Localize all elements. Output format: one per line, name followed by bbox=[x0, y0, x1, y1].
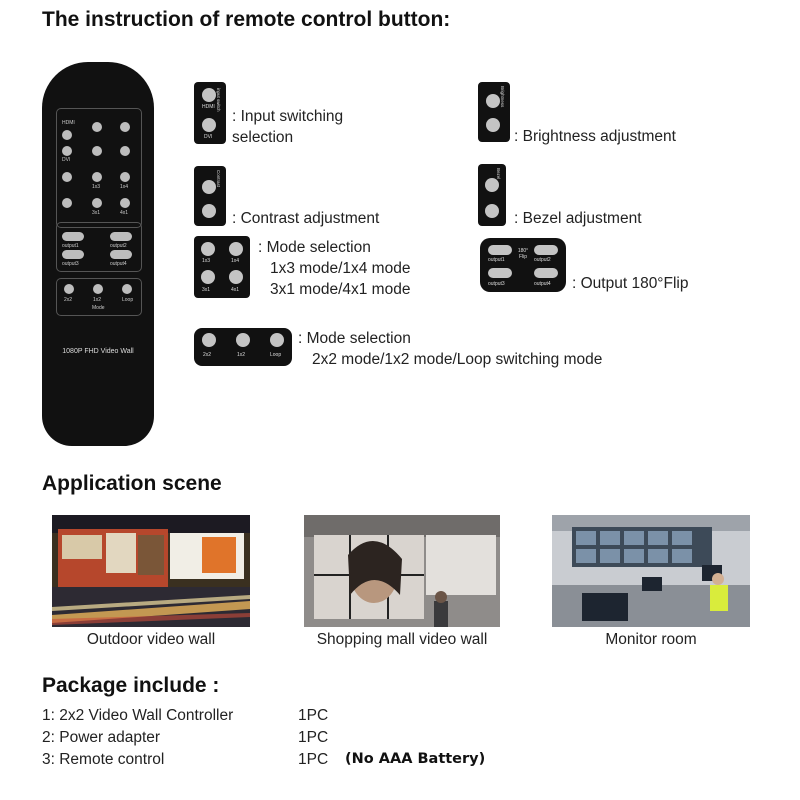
remote-output3-button bbox=[62, 250, 84, 259]
remote-loop-label: Loop bbox=[122, 297, 134, 303]
package-qty-2: 1PC bbox=[298, 729, 329, 746]
mode-2x2-label: 2x2 bbox=[203, 352, 212, 358]
mode-1x3-icon bbox=[201, 242, 215, 256]
bezel-desc: : Bezel adjustment bbox=[514, 210, 642, 227]
remote-4x1-label: 4x1 bbox=[120, 210, 129, 216]
brightness-tab: Brightness bbox=[500, 86, 505, 108]
outdoor-video-wall-photo bbox=[52, 515, 250, 627]
contrast-up-icon bbox=[202, 180, 216, 194]
remote-2x2-label: 2x2 bbox=[64, 297, 73, 303]
shopping-mall-video-wall-photo bbox=[304, 515, 500, 627]
remote-4x1-button bbox=[120, 198, 130, 208]
dvi-label: DVI bbox=[204, 134, 213, 140]
remote-hdmi-button bbox=[62, 130, 72, 140]
output3-label: output3 bbox=[488, 281, 505, 287]
package-heading: Package include : bbox=[42, 674, 220, 697]
hdmi-button-icon bbox=[202, 88, 216, 102]
remote-brand-label: 1080P FHD Video Wall bbox=[62, 348, 134, 355]
input-switch-desc-1: : Input switching bbox=[232, 108, 344, 125]
output2-label: output2 bbox=[534, 257, 551, 263]
mode-desc-3: 3x1 mode/4x1 mode bbox=[270, 281, 411, 298]
output1-label: output1 bbox=[488, 257, 505, 263]
mode-selection-icon bbox=[194, 236, 250, 298]
remote-dvi-label: DVI bbox=[62, 157, 71, 163]
mode-loop-label: Loop bbox=[270, 352, 282, 358]
mode-desc-2: 1x3 mode/1x4 mode bbox=[270, 260, 411, 277]
package-item-3: 3: Remote control bbox=[42, 751, 165, 768]
mode-4x1-label: 4x1 bbox=[231, 287, 240, 293]
mode2-desc-2: 2x2 mode/1x2 mode/Loop switching mode bbox=[312, 351, 603, 368]
package-note-battery: (No AAA Battery) bbox=[345, 751, 486, 767]
dvi-button-icon bbox=[202, 118, 216, 132]
remote-bezel-up bbox=[62, 172, 72, 182]
remote-bezel-down bbox=[62, 198, 72, 208]
mode-3x1-icon bbox=[201, 270, 215, 284]
remote-1x2-label: 1x2 bbox=[93, 297, 102, 303]
remote-1x3-label: 1x3 bbox=[92, 184, 101, 190]
remote-control-image bbox=[42, 62, 154, 446]
remote-1x4-label: 1x4 bbox=[120, 184, 129, 190]
brightness-desc: : Brightness adjustment bbox=[514, 128, 676, 145]
monitor-room-photo bbox=[552, 515, 750, 627]
package-qty-3: 1PC bbox=[298, 751, 329, 768]
remote-output1-label: output1 bbox=[62, 243, 79, 249]
contrast-icon bbox=[194, 166, 226, 226]
page-title: The instruction of remote control button: bbox=[42, 8, 451, 31]
remote-output4-button bbox=[110, 250, 132, 259]
contrast-down-icon bbox=[202, 204, 216, 218]
hdmi-label: HDMI bbox=[202, 104, 215, 110]
package-item-2: 2: Power adapter bbox=[42, 729, 161, 746]
output2-pill-icon bbox=[534, 245, 558, 255]
remote-output3-label: output3 bbox=[62, 261, 79, 267]
contrast-tab: Contrast bbox=[216, 170, 221, 188]
mode-2x2-loop-icon bbox=[194, 328, 292, 366]
brightness-up-icon bbox=[486, 94, 500, 108]
brightness-icon bbox=[478, 82, 510, 142]
remote-2x2-button bbox=[64, 284, 74, 294]
bezel-tab: Bezel bbox=[496, 168, 501, 180]
remote-brightness-down bbox=[92, 146, 102, 156]
remote-3x1-button bbox=[92, 198, 102, 208]
output1-pill-icon bbox=[488, 245, 512, 255]
brightness-down-icon bbox=[486, 118, 500, 132]
mode-3x1-label: 3x1 bbox=[202, 287, 211, 293]
output4-label: output4 bbox=[534, 281, 551, 287]
mode-1x2-label: 1x2 bbox=[237, 352, 246, 358]
output4-pill-icon bbox=[534, 268, 558, 278]
shopping-mall-caption: Shopping mall video wall bbox=[316, 631, 488, 648]
remote-output2-button bbox=[110, 232, 132, 241]
output3-pill-icon bbox=[488, 268, 512, 278]
mode2-desc-1: : Mode selection bbox=[298, 330, 411, 347]
mode-1x3-label: 1x3 bbox=[202, 258, 211, 264]
outdoor-caption: Outdoor video wall bbox=[86, 631, 216, 648]
remote-brightness-up bbox=[92, 122, 102, 132]
remote-loop-button bbox=[122, 284, 132, 294]
mode-4x1-icon bbox=[229, 270, 243, 284]
remote-contrast-up bbox=[120, 122, 130, 132]
remote-input-label: HDMI bbox=[62, 120, 75, 126]
input-switch-icon bbox=[194, 82, 226, 144]
application-heading: Application scene bbox=[42, 472, 222, 495]
bezel-down-icon bbox=[485, 204, 499, 218]
mode-2x2-icon bbox=[202, 333, 216, 347]
flip-desc: : Output 180°Flip bbox=[572, 275, 689, 292]
bezel-up-icon bbox=[485, 178, 499, 192]
mode-loop-icon bbox=[270, 333, 284, 347]
remote-output4-label: output4 bbox=[110, 261, 127, 267]
remote-3x1-label: 3x1 bbox=[92, 210, 101, 216]
output-flip-icon bbox=[480, 238, 566, 292]
mode-1x4-icon bbox=[229, 242, 243, 256]
flip-center-label: 180° Flip bbox=[517, 248, 529, 260]
mode-1x4-label: 1x4 bbox=[231, 258, 240, 264]
remote-dvi-button bbox=[62, 146, 72, 156]
mode-1x2-icon bbox=[236, 333, 250, 347]
mode-desc-1: : Mode selection bbox=[258, 239, 371, 256]
remote-contrast-down bbox=[120, 146, 130, 156]
input-switch-tab: input switch bbox=[216, 88, 221, 112]
bezel-icon bbox=[478, 164, 506, 226]
remote-1x4-button bbox=[120, 172, 130, 182]
remote-1x3-button bbox=[92, 172, 102, 182]
remote-output2-label: output2 bbox=[110, 243, 127, 249]
contrast-desc: : Contrast adjustment bbox=[232, 210, 380, 227]
remote-1x2-button bbox=[93, 284, 103, 294]
monitor-room-caption: Monitor room bbox=[605, 631, 697, 648]
package-qty-1: 1PC bbox=[298, 707, 329, 724]
remote-mode-label: Mode bbox=[92, 305, 105, 311]
input-switch-desc-2: selection bbox=[232, 129, 294, 146]
package-item-1: 1: 2x2 Video Wall Controller bbox=[42, 707, 234, 724]
remote-output1-button bbox=[62, 232, 84, 241]
